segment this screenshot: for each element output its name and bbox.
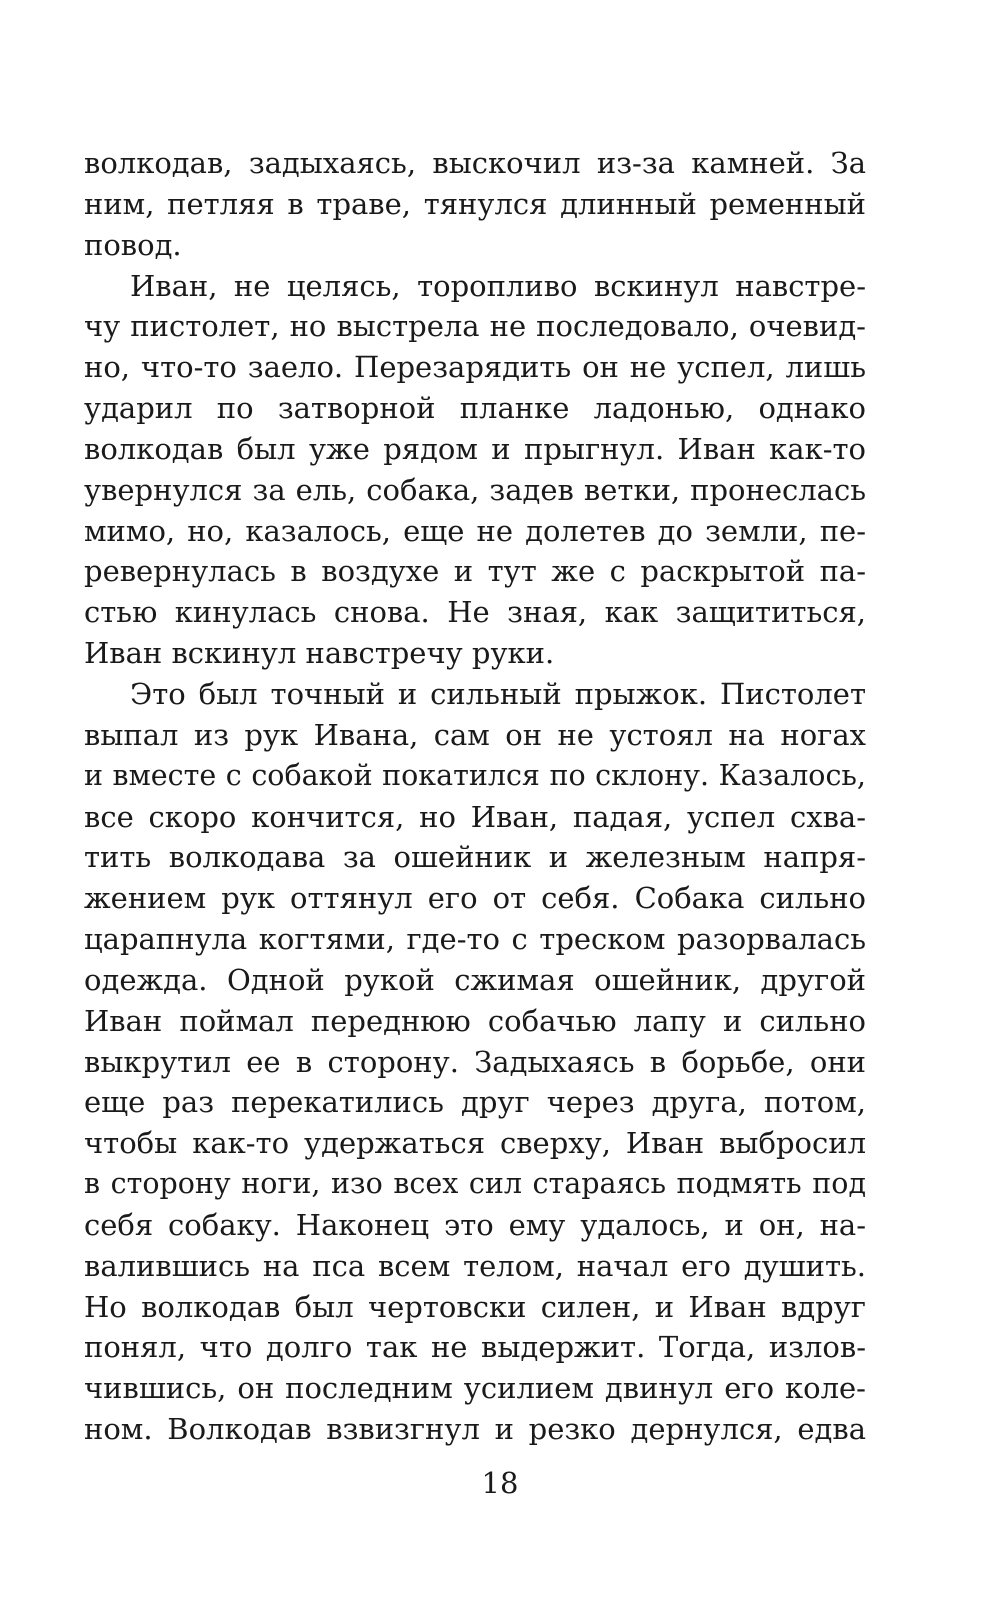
text-line: одежда. Одной рукой сжимая ошейник, другой xyxy=(84,962,866,997)
text-line: еще раз перекатились друг через друга, потом, xyxy=(84,1085,866,1120)
text-line: чившись, он последним усилием двинул его коле- xyxy=(84,1371,866,1406)
text-line: Это был точный и сильный прыжок. Пистолет xyxy=(130,676,866,711)
text-line: волкодав был уже рядом и прыгнул. Иван как-то xyxy=(84,431,866,466)
text-line: все скоро кончится, но Иван, падая, успел схва- xyxy=(84,799,866,834)
text-line: ном. Волкодав взвизгнул и резко дернулся, едва xyxy=(84,1412,866,1447)
page-number: 18 xyxy=(481,1466,519,1500)
text-line: но, что-то заело. Перезарядить он не успел, лишь xyxy=(84,350,866,385)
text-line: Иван вскинул навстречу руки. xyxy=(84,636,555,671)
text-line: ревернулась в воздухе и тут же с раскрытой па- xyxy=(84,554,866,589)
text-line: Иван поймал переднюю собачью лапу и сильно xyxy=(84,1003,866,1038)
text-line: Но волкодав был чертовски силен, и Иван вдруг xyxy=(84,1289,866,1324)
text-line: ним, петляя в траве, тянулся длинный ременный xyxy=(84,186,866,221)
text-line: понял, что долго так не выдержит. Тогда, излов- xyxy=(84,1330,866,1365)
text-line: Иван, не целясь, торопливо вскинул навстре- xyxy=(130,268,866,303)
text-line: и вместе с собакой покатился по склону. Казалось, xyxy=(84,758,866,792)
text-line: увернулся за ель, собака, задев ветки, пронеслась xyxy=(84,472,866,507)
text-line: ударил по затворной планке ладонью, однако xyxy=(84,391,866,426)
text-line: тить волкодава за ошейник и железным напря- xyxy=(84,840,866,875)
text-line: валившись на пса всем телом, начал его душить. xyxy=(84,1248,866,1283)
text-line: чтобы как-то удержаться сверху, Иван выбросил xyxy=(84,1126,866,1161)
text-line: волкодав, задыхаясь, выскочил из-за камней. За xyxy=(84,146,866,180)
text-line: себя собаку. Наконец это ему удалось, и он, на- xyxy=(84,1207,866,1242)
text-line: в сторону ноги, изо всех сил стараясь подмять под xyxy=(84,1167,866,1201)
text-line: повод. xyxy=(84,227,182,262)
text-line: выпал из рук Ивана, сам он не устоял на ногах xyxy=(84,717,866,752)
text-line: чу пистолет, но выстрела не последовало, очевид- xyxy=(84,309,866,344)
text-line: царапнула когтями, где-то с треском разорвалась xyxy=(84,922,866,957)
text-line: жением рук оттянул его от себя. Собака сильно xyxy=(84,881,866,916)
text-line: стью кинулась снова. Не зная, как защититься, xyxy=(84,595,866,630)
text-line: выкрутил ее в сторону. Задыхаясь в борьбе, они xyxy=(84,1044,866,1079)
body-text xyxy=(84,143,866,1450)
text-line: мимо, но, казалось, еще не долетев до земли, пе- xyxy=(84,513,866,548)
